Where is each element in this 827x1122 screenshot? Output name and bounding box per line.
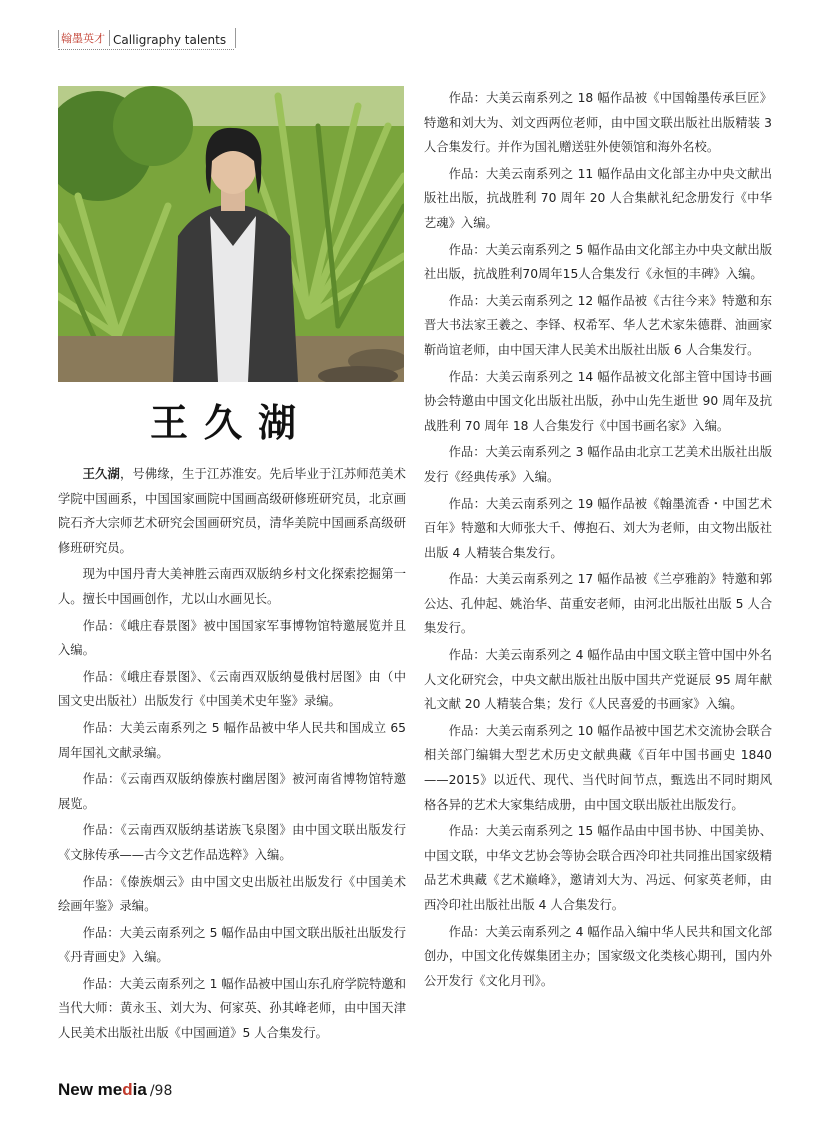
logo-text-b: ia [132,1080,147,1099]
work-item: 作品：大美云南系列之 1 幅作品被中国山东孔府学院特邀和当代大师：黄永玉、刘大为、何家英、孙其峰老师，由中国天津人民美术出版社出版《中国画道》5 人合集发行。 [58,976,406,1041]
section-title-cn: 翰墨英才 [58,30,109,48]
section-header [58,26,230,48]
work-item: 作品：《云南西双版纳基诺族飞泉图》由中国文联出版发行《文脉传承——古今文艺作品选粹》入编。 [58,823,406,862]
intro-lead-text: ，号佛缘，生于江苏淮安。先后毕业于江苏师范美术学院中国画系，中国国家画院中国画高级研修班研究员，北京画院石齐大宗师艺术研究会国画研究员，清华美院中国画系高级研修班研究员。 [58,467,406,555]
intro-paragraph [58,462,406,560]
left-column [58,462,406,1048]
work-item: 作品：大美云南系列之 5 幅作品被中华人民共和国成立 65 周年国礼文献录编。 [58,720,406,760]
page-footer [58,1080,172,1100]
work-item: 作品：大美云南系列之 5 幅作品由文化部主办中央文献出版社出版，抗战胜利70周年15人合集发行《永恒的丰碑》入编。 [424,242,772,282]
portrait-photo [58,86,404,382]
portrait-illustration [58,86,404,382]
intro-paragraph-2: 现为中国丹青大美神胜云南西双版纳乡村文化探索挖掘第一人。擅长中国画创作，尤以山水画见长。 [58,567,406,606]
work-item: 作品：大美云南系列之 15 幅作品由中国书协、中国美协、中国文联，中华文艺协会等协会联合西冷印社共同推出国家级精品艺术典藏《艺术巅峰》，邀请刘大为、冯远、何家英老师，由西冷印社出版社出版 4 人合集发行。 [424,824,772,912]
section-title-en: Calligraphy talents [113,33,227,47]
header-dotted-rule [58,49,234,50]
work-item: 作品：大美云南系列之 3 幅作品由北京工艺美术出版社出版发行《经典传承》入编。 [424,445,772,484]
work-item: 作品：《峨庄春景图》、《云南西双版纳曼俄村居图》由（中国文史出版社）出版发行《中国美术史年鉴》录编。 [58,669,406,709]
logo-text-a: New me [58,1080,123,1099]
page-number: /98 [149,1083,173,1099]
work-item: 作品：大美云南系列之 11 幅作品由文化部主办中央文献出版社出版，抗战胜利 70 周年 20 人合集献礼纪念册发行《中华艺魂》入编。 [424,166,772,230]
header-rule-end [235,28,236,48]
work-item: 作品：大美云南系列之 4 幅作品由中国文联主管中国中外名人文化研究会，中央文献出版社出版中国共产党诞辰 95 周年献礼文献 20 人精装合集；发行《人民喜爱的书画家》入编。 [424,648,772,712]
magazine-logo [58,1080,147,1100]
intro-lead-name: 王久湖 [82,467,120,481]
work-item: 作品：大美云南系列之 10 幅作品被中国艺术交流协会联合相关部门编辑大型艺术历史文献典藏《百年中国书画史 1840——2015》以近代、现代、当代时间节点，甄选出不同时期风格各异的艺术大家集结成册，由中国文联出版社出版发行。 [424,723,772,812]
work-item: 作品：《傣族烟云》由中国文史出版社出版发行《中国美术绘画年鉴》录编。 [58,874,406,914]
work-item: 作品：大美云南系列之 4 幅作品入编中华人民共和国文化部创办，中国文化传媒集团主办；国家级文化类核心期刊，国内外公开发行《文化月刊》。 [424,924,772,988]
work-item: 作品：大美云南系列之 19 幅作品被《翰墨流香・中国艺术百年》特邀和大师张大千、傅抱石、刘大为老师，由文物出版社出版 4 人精装合集发行。 [424,496,772,560]
right-column [424,86,772,995]
work-item: 作品：大美云南系列之 17 幅作品被《兰亭雅韵》特邀和郭公达、孔仲起、姚治华、苗重安老师，由河北出版社出版 5 人合集发行。 [424,572,772,636]
logo-accent-letter: d [122,1080,133,1099]
header-divider [109,30,110,46]
artist-name-title: 王久湖 [149,400,312,445]
work-item: 作品：大美云南系列之 12 幅作品被《古往今来》特邀和东晋大书法家王羲之、李铎、权希军、华人艺术家朱德群、油画家靳尚谊老师，由中国天津人民美术出版社出版 6 人合集发行。 [424,293,772,357]
work-item: 作品：大美云南系列之 18 幅作品被《中国翰墨传承巨匠》特邀和刘大为、刘文西两位老师，由中国文联出版社出版精装 3 人合集发行。并作为国礼赠送驻外使领馆和海外名校。 [424,91,772,155]
work-item: 作品：《云南西双版纳傣族村幽居图》被河南省博物馆特邀展览。 [58,772,406,811]
work-item: 作品：大美云南系列之 5 幅作品由中国文联出版社出版发行《丹青画史》入编。 [58,925,406,965]
work-item: 作品：大美云南系列之 14 幅作品被文化部主管中国诗书画协会特邀由中国文化出版社出版，孙中山先生逝世 90 周年及抗战胜利 70 周年 18 人合集发行《中国书画名家》入编。 [424,369,772,433]
work-item: 作品：《峨庄春景图》被中国国家军事博物馆特邀展览并且入编。 [58,618,406,658]
